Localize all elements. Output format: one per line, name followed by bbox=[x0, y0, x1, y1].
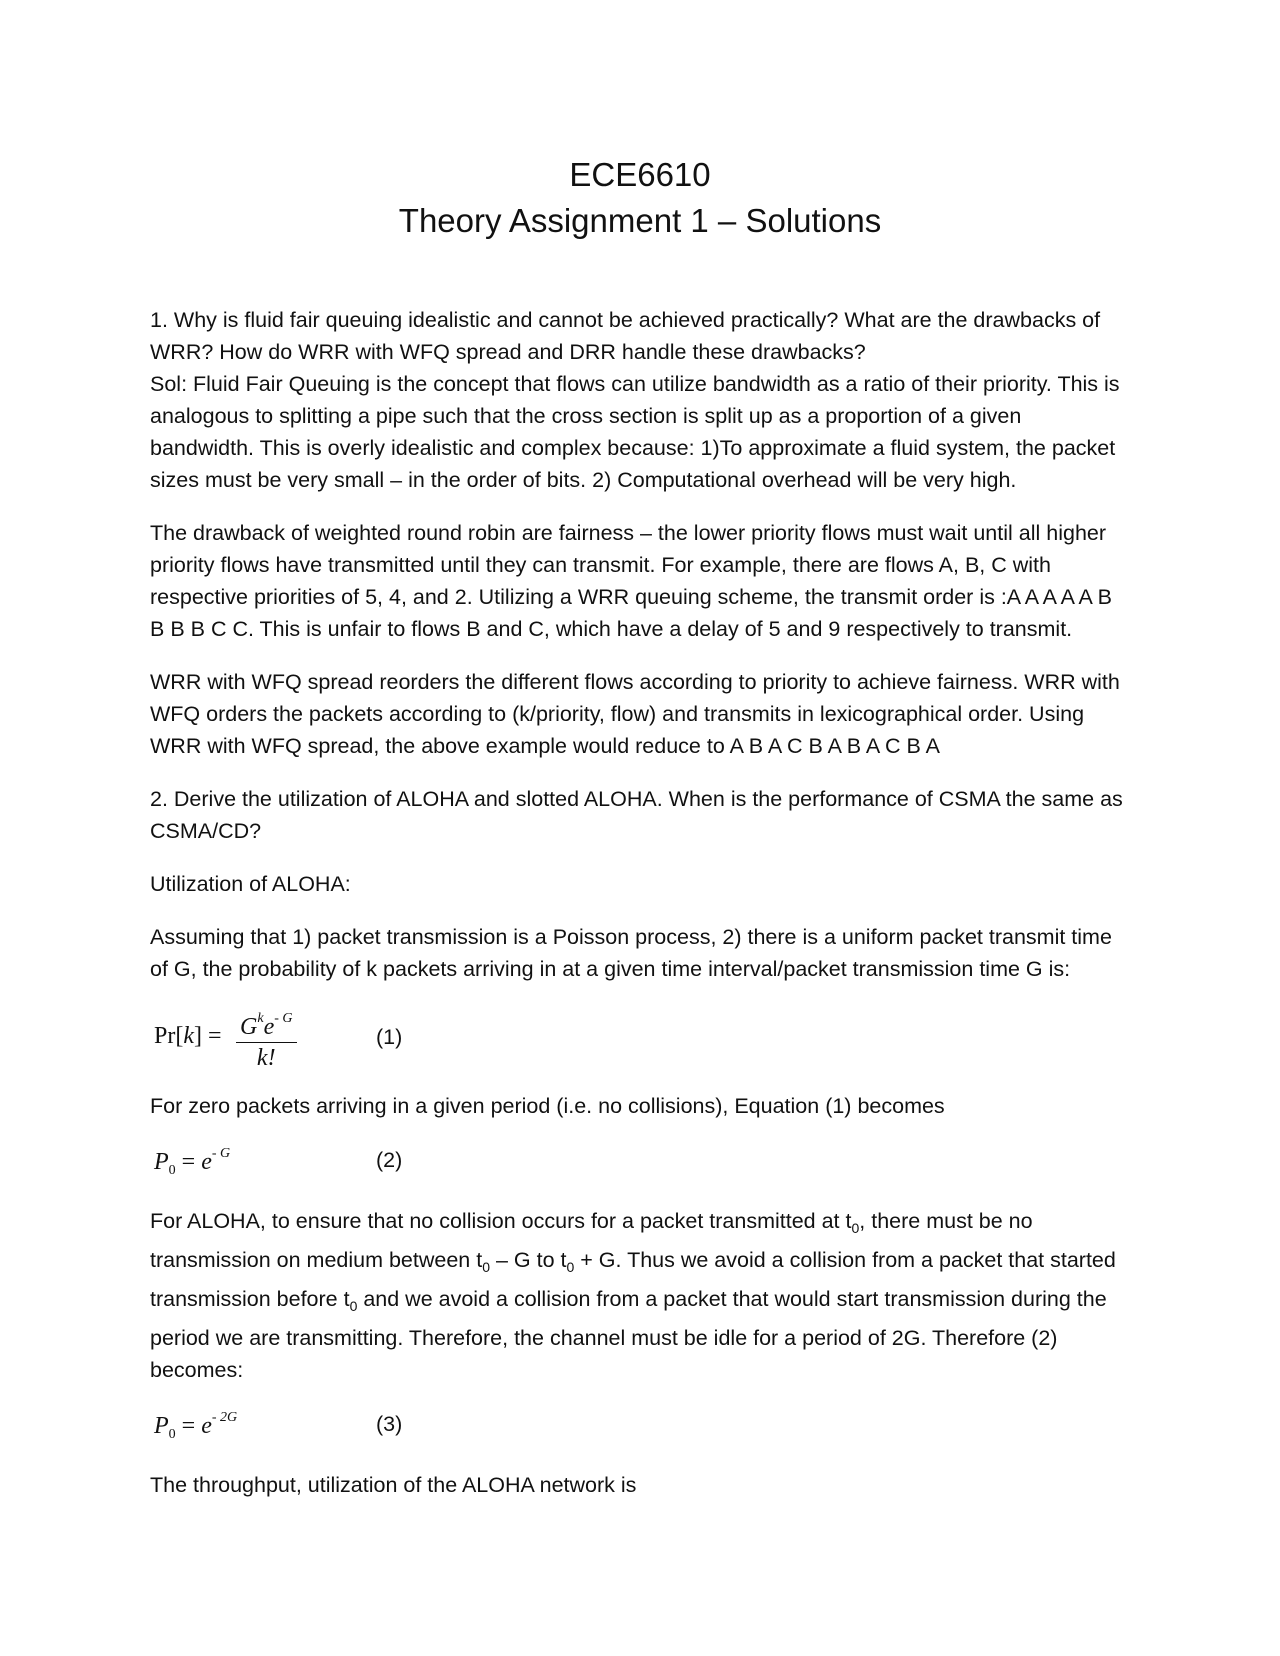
equation-1 bbox=[150, 1005, 1130, 1069]
course-code: ECE6610 bbox=[569, 156, 711, 193]
aloha-collision-paragraph: For ALOHA, to ensure that no collision occurs for a packet transmitted at $t_0$, there must be no transmission on medium between $t_0$ – G to $t_0 + G$. Thus we avoid a collision from a packet that started transmission before $t_0$ and we avoid a collision from a packet that would start transmission during the period we are transmitting. Therefore, the channel must be idle for a period of 2G. Therefore (2) becomes: bbox=[150, 1209, 1116, 1382]
document-body bbox=[150, 304, 1130, 1501]
equation-1-label: (1) bbox=[376, 1025, 403, 1049]
document-title bbox=[0, 152, 1280, 244]
question-1: 1. Why is fluid fair queuing idealistic and cannot be achieved practically? What are the drawbacks of WRR? How do WRR with WFQ spread and DRR handle these drawbacks? bbox=[150, 308, 1101, 364]
equation-2 bbox=[150, 1142, 1130, 1184]
solution-1-para-1: Sol: Fluid Fair Queuing is the concept that flows can utilize bandwidth as a ratio of their priority. This is analogous to splitting a pipe such that the cross section is split up as a proportion of a given bandwidth. This is overly idealistic and complex because: 1)To approximate a fluid system, the packet sizes must be very small – in the order of bits. 2) Computational overhead will be very high. bbox=[150, 372, 1120, 492]
equation-1-lhs: Pr[k] = bbox=[154, 1023, 222, 1049]
zero-packets-paragraph: For zero packets arriving in a given period (i.e. no collisions), Equation (1) becomes bbox=[150, 1094, 945, 1118]
aloha-heading: Utilization of ALOHA: bbox=[150, 872, 351, 896]
equation-1-fraction: $G^ke^{- G}$ k! bbox=[236, 1005, 297, 1073]
question-2: 2. Derive the utilization of ALOHA and slotted ALOHA. When is the performance of CSMA the same as CSMA/CD? bbox=[150, 787, 1123, 843]
assignment-title: Theory Assignment 1 – Solutions bbox=[398, 202, 882, 239]
equation-2-label: (2) bbox=[376, 1148, 403, 1172]
throughput-paragraph: The throughput, utilization of the ALOHA network is bbox=[150, 1473, 637, 1497]
equation-2-expr: $P_0 = e^{- G}$ bbox=[154, 1146, 231, 1178]
solution-1-para-3: WRR with WFQ spread reorders the different flows according to priority to achieve fairness. WRR with WFQ orders the packets according to (k/priority, flow) and transmits in lexicographical order. Using WRR with WFQ spread, the above example would reduce to A B A C B A B A C B A bbox=[150, 670, 1120, 758]
equation-3-label: (3) bbox=[376, 1412, 403, 1436]
assumption-paragraph: Assuming that 1) packet transmission is a Poisson process, 2) there is a uniform packet transmit time of G, the probability of k packets arriving in at a given time interval/packet transmission time G is: bbox=[150, 925, 1112, 981]
solution-1-para-2: The drawback of weighted round robin are fairness – the lower priority flows must wait until all higher priority flows have transmitted until they can transmit. For example, there are flows A, B, C with respective priorities of 5, 4, and 2. Utilizing a WRR queuing scheme, the transmit order is :A A A A A B B B B C C. This is unfair to flows B and C, which have a delay of 5 and 9 respectively to transmit. bbox=[150, 521, 1113, 641]
equation-3 bbox=[150, 1406, 1130, 1448]
equation-3-expr: $P_0 = e^{- 2G}$ bbox=[154, 1410, 238, 1442]
